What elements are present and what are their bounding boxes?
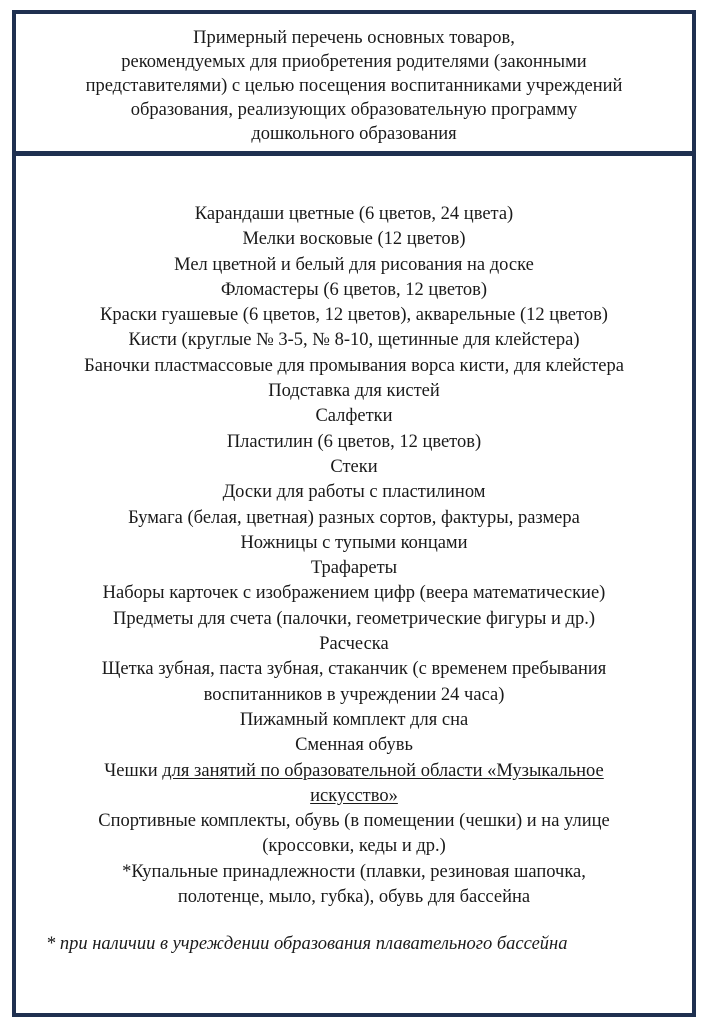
footnote: * при наличии в учреждении образования плавательного бассейна [46,934,568,954]
list-item: Сменная обувь [295,735,413,756]
list-item: Мелки восковые (12 цветов) [242,229,466,250]
list-item: Стеки [330,456,378,477]
list-item: Пижамный комплект для сна [239,709,469,730]
header-box [12,10,696,155]
list-item-shoes [30,759,678,810]
list-item: *Купальные принадлежности (плавки, резиновая шапочка, полотенце, мыло, губка), обувь для бассейна [122,861,586,908]
list-item: Щетка зубная, паста зубная, стаканчик (с временем пребывания воспитанников в учреждении 24 часа) [101,659,607,705]
list-item: Салфетки [315,406,393,427]
list-item: Карандаши цветные (6 цветов, 24 цвета) [194,204,514,224]
list-item: Предметы для счета (палочки, геометрические фигуры и др.) [113,608,595,629]
list-item: Спортивные комплекты, обувь (в помещении (чешки) и на улице (кроссовки, кеды и др.) [98,811,610,857]
items-list [16,202,692,910]
content-box [12,152,696,1017]
list-item: Фломастеры (6 цветов, 12 цветов) [220,279,488,300]
list-item: Трафареты [310,558,398,579]
list-item: Бумага (белая, цветная) разных сортов, фактуры, размера [128,507,580,528]
shoes-item-underlined: для занятий по образовательной области «Музыкальное искусство» [162,760,604,806]
page-title: Примерный перечень основных товаров, рекомендуемых для приобретения родителями (законными представителями) с целью посещения воспитанниками учреждений образования, реализующих образовательную программу дошкольного образования [85,28,623,144]
list-item: Расческа [319,634,389,655]
list-item: Доски для работы с пластилином [222,482,486,503]
list-item: Мел цветной и белый для рисования на доске [174,254,534,275]
list-item: Баночки пластмассовые для промывания ворса кисти, для клейстера [84,355,624,376]
shoes-item-prefix: Чешки [104,760,163,781]
list-item: Кисти (круглые № 3-5, № 8-10, щетинные для клейстера) [128,330,580,351]
list-item: Краски гуашевые (6 цветов, 12 цветов), акварельные (12 цветов) [100,305,608,326]
list-item: Наборы карточек с изображением цифр (веера математические) [102,583,606,604]
list-item: Подставка для кистей [268,381,440,402]
list-item: Пластилин (6 цветов, 12 цветов) [226,431,482,452]
list-item: Ножницы с тупыми концами [240,532,468,553]
